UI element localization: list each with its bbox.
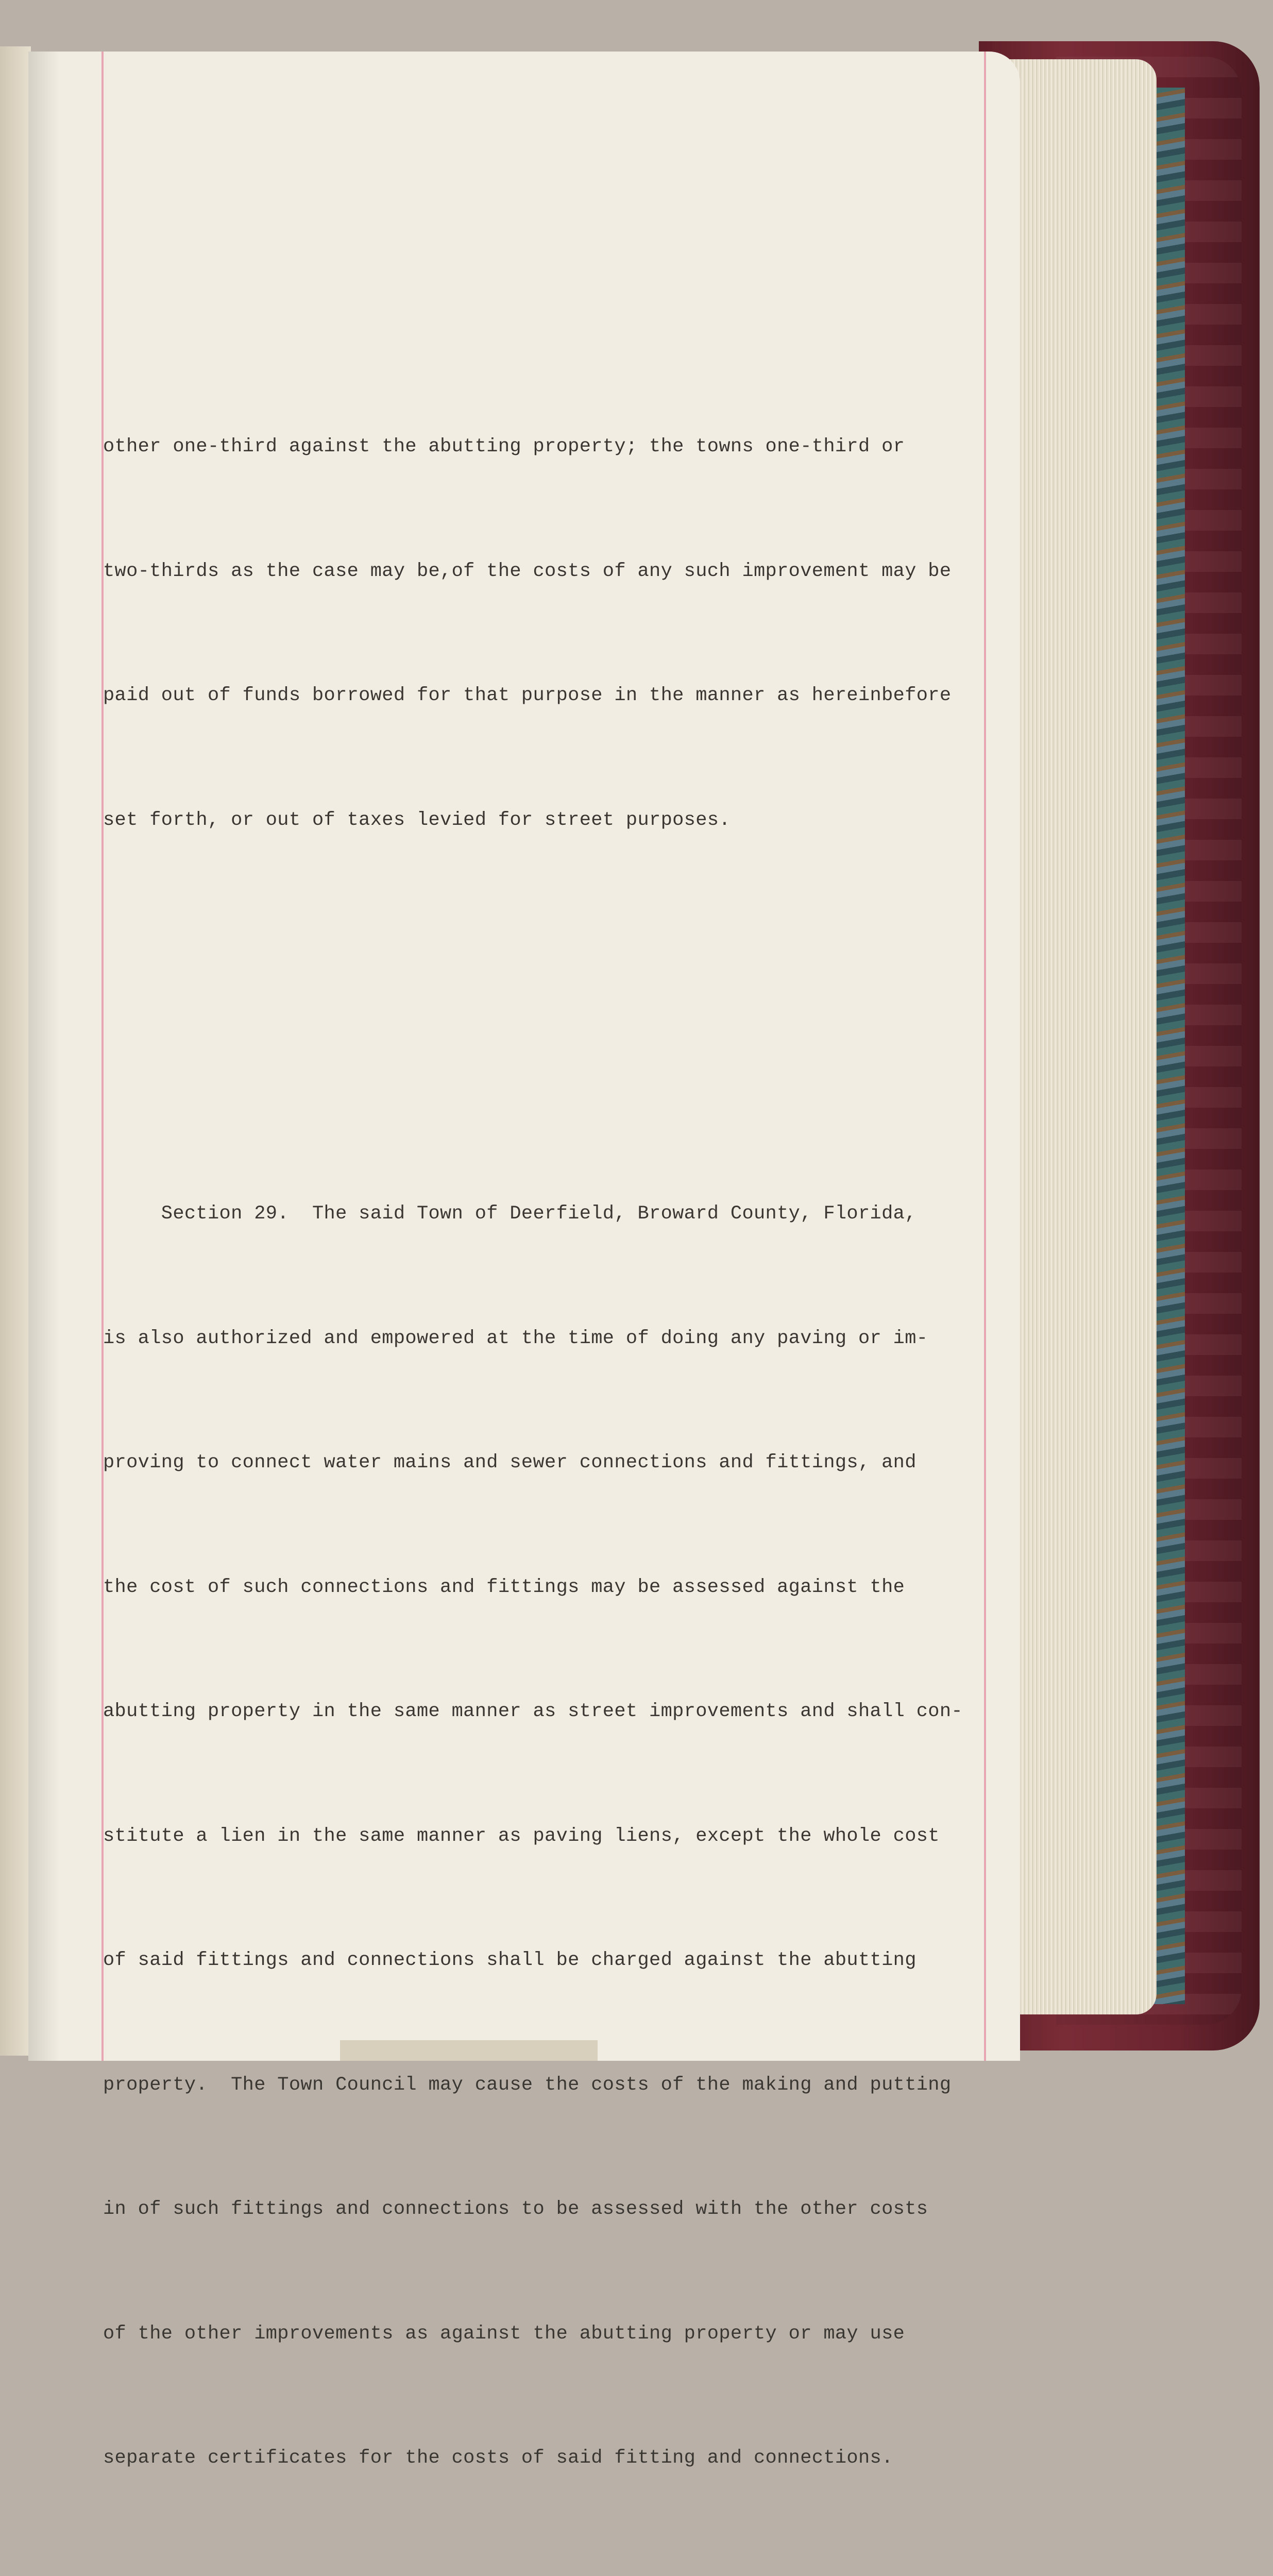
- left-page-sliver: [0, 46, 31, 2056]
- text-line: of said fittings and connections shall be charged against the abutting: [103, 1950, 916, 1971]
- text-line: is also authorized and empowered at the time of doing any paving or im-: [103, 1327, 928, 1349]
- page-edges: [1010, 59, 1157, 2014]
- text-line: proving to connect water mains and sewer connections and fittings, and: [103, 1452, 916, 1473]
- typed-text-body: [103, 260, 1010, 2576]
- text-line: the cost of such connections and fittings may be assessed against the: [103, 1576, 905, 1598]
- text-line: Section 29. The said Town of Deerfield, Broward County, Florida,: [103, 1203, 916, 1225]
- text-line: paid out of funds borrowed for that purpose in the manner as hereinbefore: [103, 685, 952, 706]
- text-line: abutting property in the same manner as street improvements and shall con-: [103, 1701, 963, 1722]
- text-line: stitute a lien in the same manner as paving liens, except the whole cost: [103, 1825, 940, 1847]
- gutter-shadow: [28, 52, 59, 2061]
- text-line: in of such fittings and connections to be assessed with the other costs: [103, 2198, 928, 2220]
- text-line: of the other improvements as against the abutting property or may use: [103, 2323, 905, 2345]
- text-line: set forth, or out of taxes levied for street purposes.: [103, 809, 731, 831]
- section-29: [103, 1110, 1010, 2562]
- paragraph-continuation: [103, 343, 1010, 924]
- text-line: other one-third against the abutting property; the towns one-third or: [103, 436, 905, 457]
- text-line: property. The Town Council may cause the costs of the making and putting: [103, 2074, 952, 2096]
- text-line: separate certificates for the costs of said fitting and connections.: [103, 2447, 893, 2469]
- text-line: two-thirds as the case may be,of the costs of any such improvement may be: [103, 560, 952, 582]
